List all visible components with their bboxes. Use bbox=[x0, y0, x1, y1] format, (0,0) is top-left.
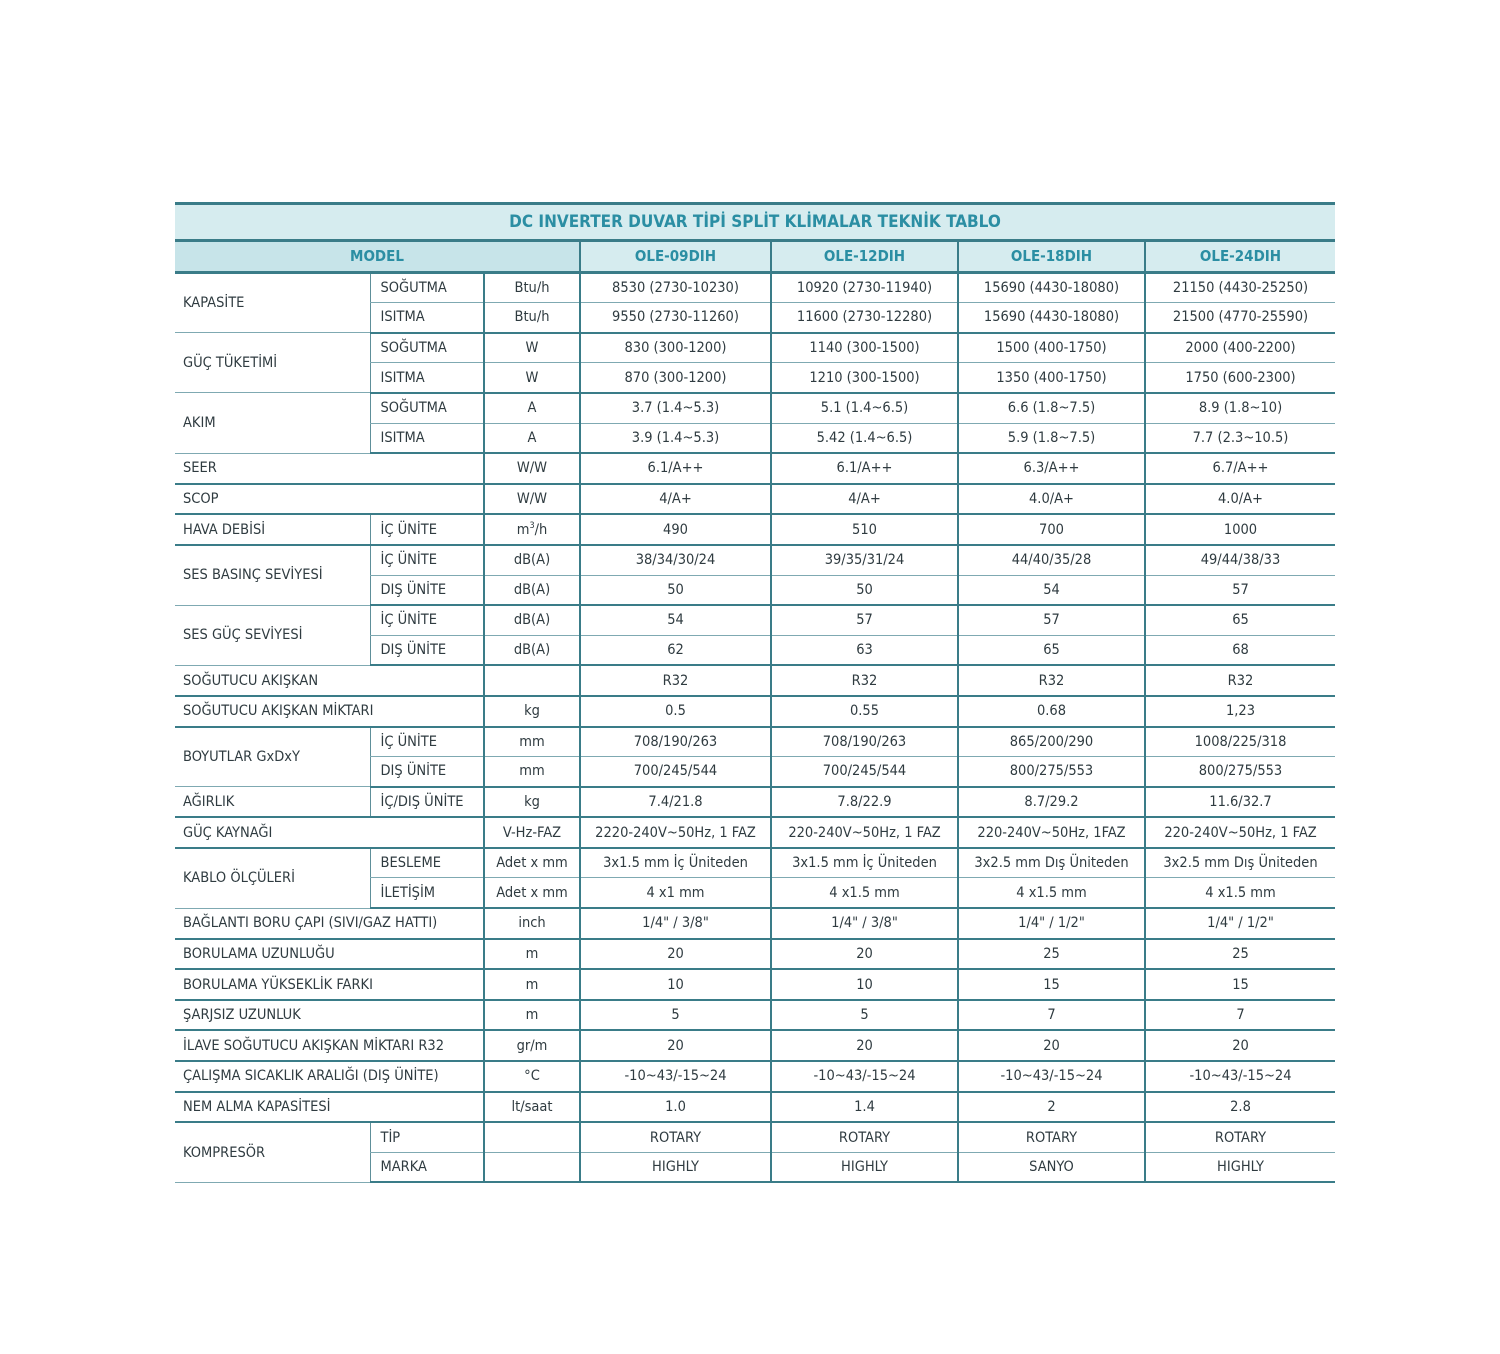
model-name: OLE-18DIH bbox=[958, 241, 1145, 273]
row-unit: dB(A) bbox=[484, 605, 580, 635]
cell-value: 700 bbox=[958, 514, 1145, 545]
row-unit: A bbox=[484, 423, 580, 453]
cell-value: R32 bbox=[771, 665, 958, 696]
table-row bbox=[175, 969, 1335, 1000]
cell-value: 1500 (400-1750) bbox=[958, 333, 1145, 363]
cell-value: 5.42 (1.4~6.5) bbox=[771, 423, 958, 453]
cell-value: 708/190/263 bbox=[771, 727, 958, 757]
row-unit: A bbox=[484, 393, 580, 423]
row-unit: dB(A) bbox=[484, 635, 580, 665]
spec-table bbox=[175, 202, 1335, 1183]
cell-value: ROTARY bbox=[958, 1122, 1145, 1152]
cell-value: 25 bbox=[1145, 939, 1335, 970]
table-row bbox=[175, 393, 1335, 423]
cell-value: 4 x1 mm bbox=[580, 878, 771, 908]
cell-value: 6.6 (1.8~7.5) bbox=[958, 393, 1145, 423]
table-row bbox=[175, 272, 1335, 303]
cell-value: R32 bbox=[580, 665, 771, 696]
row-label: SOĞUTUCU AKIŞKAN bbox=[175, 665, 484, 696]
row-unit: kg bbox=[484, 787, 580, 818]
cell-value: 0.55 bbox=[771, 696, 958, 727]
row-label: BAĞLANTI BORU ÇAPI (SIVI/GAZ HATTI) bbox=[175, 908, 484, 939]
cell-value: 1350 (400-1750) bbox=[958, 363, 1145, 393]
cell-value: 54 bbox=[958, 575, 1145, 605]
row-label: KOMPRESÖR bbox=[175, 1122, 370, 1182]
table-row bbox=[175, 848, 1335, 878]
cell-value: 3x2.5 mm Dış Üniteden bbox=[1145, 848, 1335, 878]
cell-value: 220-240V~50Hz, 1FAZ bbox=[958, 817, 1145, 848]
cell-value: ROTARY bbox=[771, 1122, 958, 1152]
row-sublabel: İÇ ÜNİTE bbox=[370, 514, 484, 545]
cell-value: 65 bbox=[1145, 605, 1335, 635]
cell-value: 2000 (400-2200) bbox=[1145, 333, 1335, 363]
row-unit: W bbox=[484, 363, 580, 393]
model-label: MODEL bbox=[175, 241, 580, 273]
cell-value: 9550 (2730-11260) bbox=[580, 303, 771, 333]
row-sublabel: ISITMA bbox=[370, 303, 484, 333]
cell-value: 15690 (4430-18080) bbox=[958, 303, 1145, 333]
model-header-row bbox=[175, 241, 1335, 273]
row-label: BORULAMA UZUNLUĞU bbox=[175, 939, 484, 970]
row-sublabel: BESLEME bbox=[370, 848, 484, 878]
row-label: ÇALIŞMA SICAKLIK ARALIĞI (DIŞ ÜNİTE) bbox=[175, 1061, 484, 1092]
row-label: AĞIRLIK bbox=[175, 787, 370, 818]
cell-value: 20 bbox=[580, 939, 771, 970]
row-label: BOYUTLAR GxDxY bbox=[175, 727, 370, 787]
row-sublabel: TİP bbox=[370, 1122, 484, 1152]
cell-value: 4/A+ bbox=[580, 484, 771, 515]
row-unit: m bbox=[484, 1000, 580, 1031]
row-label: ŞARJSIZ UZUNLUK bbox=[175, 1000, 484, 1031]
cell-value: 4 x1.5 mm bbox=[958, 878, 1145, 908]
table-row bbox=[175, 1061, 1335, 1092]
row-sublabel: SOĞUTMA bbox=[370, 393, 484, 423]
cell-value: 57 bbox=[958, 605, 1145, 635]
row-unit: dB(A) bbox=[484, 575, 580, 605]
cell-value: 6.1/A++ bbox=[771, 453, 958, 484]
cell-value: 21500 (4770-25590) bbox=[1145, 303, 1335, 333]
cell-value: 21150 (4430-25250) bbox=[1145, 272, 1335, 303]
cell-value: 25 bbox=[958, 939, 1145, 970]
cell-value: 700/245/544 bbox=[580, 757, 771, 787]
row-sublabel: DIŞ ÜNİTE bbox=[370, 757, 484, 787]
row-label: SEER bbox=[175, 453, 484, 484]
cell-value: 4.0/A+ bbox=[1145, 484, 1335, 515]
cell-value: 8.7/29.2 bbox=[958, 787, 1145, 818]
cell-value: 7.4/21.8 bbox=[580, 787, 771, 818]
cell-value: 39/35/31/24 bbox=[771, 545, 958, 575]
row-sublabel: ISITMA bbox=[370, 363, 484, 393]
table-row bbox=[175, 605, 1335, 635]
cell-value: 50 bbox=[580, 575, 771, 605]
cell-value: 20 bbox=[1145, 1030, 1335, 1061]
row-label: KAPASİTE bbox=[175, 272, 370, 333]
cell-value: 10 bbox=[771, 969, 958, 1000]
cell-value: 1000 bbox=[1145, 514, 1335, 545]
cell-value: 15 bbox=[1145, 969, 1335, 1000]
cell-value: 510 bbox=[771, 514, 958, 545]
cell-value: 6.7/A++ bbox=[1145, 453, 1335, 484]
cell-value: 49/44/38/33 bbox=[1145, 545, 1335, 575]
row-sublabel: DIŞ ÜNİTE bbox=[370, 575, 484, 605]
cell-value: 3x1.5 mm İç Üniteden bbox=[771, 848, 958, 878]
cell-value: R32 bbox=[958, 665, 1145, 696]
row-label: AKIM bbox=[175, 393, 370, 453]
cell-value: 7 bbox=[1145, 1000, 1335, 1031]
cell-value: 5 bbox=[580, 1000, 771, 1031]
cell-value: 10920 (2730-11940) bbox=[771, 272, 958, 303]
row-label: SCOP bbox=[175, 484, 484, 515]
cell-value: 11.6/32.7 bbox=[1145, 787, 1335, 818]
row-unit: m bbox=[484, 939, 580, 970]
row-label: SES BASINÇ SEVİYESİ bbox=[175, 545, 370, 605]
cell-value: 6.1/A++ bbox=[580, 453, 771, 484]
cell-value: 57 bbox=[1145, 575, 1335, 605]
row-label: BORULAMA YÜKSEKLİK FARKI bbox=[175, 969, 484, 1000]
table-title: DC INVERTER DUVAR TİPİ SPLİT KLİMALAR TEKNİK TABLO bbox=[175, 204, 1335, 241]
cell-value: 1/4" / 3/8" bbox=[771, 908, 958, 939]
row-unit: mm bbox=[484, 757, 580, 787]
table-row bbox=[175, 1122, 1335, 1152]
cell-value: 1/4" / 1/2" bbox=[1145, 908, 1335, 939]
row-label: KABLO ÖLÇÜLERİ bbox=[175, 848, 370, 908]
cell-value: 1210 (300-1500) bbox=[771, 363, 958, 393]
row-label: GÜÇ KAYNAĞI bbox=[175, 817, 484, 848]
table-row bbox=[175, 787, 1335, 818]
row-unit bbox=[484, 1152, 580, 1182]
cell-value: 20 bbox=[580, 1030, 771, 1061]
table-row bbox=[175, 665, 1335, 696]
cell-value: 8.9 (1.8~10) bbox=[1145, 393, 1335, 423]
cell-value: 1140 (300-1500) bbox=[771, 333, 958, 363]
cell-value: 2220-240V~50Hz, 1 FAZ bbox=[580, 817, 771, 848]
row-unit: gr/m bbox=[484, 1030, 580, 1061]
cell-value: HIGHLY bbox=[771, 1152, 958, 1182]
table-row bbox=[175, 453, 1335, 484]
model-name: OLE-12DIH bbox=[771, 241, 958, 273]
model-name: OLE-09DIH bbox=[580, 241, 771, 273]
cell-value: 11600 (2730-12280) bbox=[771, 303, 958, 333]
row-unit bbox=[484, 1122, 580, 1152]
table-row bbox=[175, 514, 1335, 545]
row-unit: °C bbox=[484, 1061, 580, 1092]
table-row bbox=[175, 1092, 1335, 1123]
cell-value: R32 bbox=[1145, 665, 1335, 696]
cell-value: -10~43/-15~24 bbox=[958, 1061, 1145, 1092]
row-unit: kg bbox=[484, 696, 580, 727]
table-row bbox=[175, 696, 1335, 727]
row-unit bbox=[484, 665, 580, 696]
row-unit: V-Hz-FAZ bbox=[484, 817, 580, 848]
table-row bbox=[175, 817, 1335, 848]
cell-value: 870 (300-1200) bbox=[580, 363, 771, 393]
row-label: GÜÇ TÜKETİMİ bbox=[175, 333, 370, 393]
cell-value: 3.9 (1.4~5.3) bbox=[580, 423, 771, 453]
cell-value: 1/4" / 3/8" bbox=[580, 908, 771, 939]
table-row bbox=[175, 333, 1335, 363]
cell-value: 4.0/A+ bbox=[958, 484, 1145, 515]
cell-value: 1.0 bbox=[580, 1092, 771, 1123]
cell-value: 220-240V~50Hz, 1 FAZ bbox=[771, 817, 958, 848]
row-sublabel: İÇ ÜNİTE bbox=[370, 545, 484, 575]
cell-value: -10~43/-15~24 bbox=[771, 1061, 958, 1092]
cell-value: 57 bbox=[771, 605, 958, 635]
cell-value: 0.5 bbox=[580, 696, 771, 727]
cell-value: 5.9 (1.8~7.5) bbox=[958, 423, 1145, 453]
row-unit: m bbox=[484, 969, 580, 1000]
table-row bbox=[175, 1000, 1335, 1031]
table-row bbox=[175, 908, 1335, 939]
row-unit: Adet x mm bbox=[484, 848, 580, 878]
cell-value: ROTARY bbox=[1145, 1122, 1335, 1152]
row-unit: Adet x mm bbox=[484, 878, 580, 908]
cell-value: 1/4" / 1/2" bbox=[958, 908, 1145, 939]
cell-value: 490 bbox=[580, 514, 771, 545]
cell-value: 44/40/35/28 bbox=[958, 545, 1145, 575]
cell-value: ROTARY bbox=[580, 1122, 771, 1152]
cell-value: 830 (300-1200) bbox=[580, 333, 771, 363]
cell-value: 800/275/553 bbox=[958, 757, 1145, 787]
table-row bbox=[175, 939, 1335, 970]
cell-value: 20 bbox=[958, 1030, 1145, 1061]
cell-value: 3x1.5 mm İç Üniteden bbox=[580, 848, 771, 878]
unit-tail: /h bbox=[534, 521, 548, 538]
cell-value: 5 bbox=[771, 1000, 958, 1031]
cell-value: 700/245/544 bbox=[771, 757, 958, 787]
table-row bbox=[175, 727, 1335, 757]
row-label: HAVA DEBİSİ bbox=[175, 514, 370, 545]
cell-value: 15690 (4430-18080) bbox=[958, 272, 1145, 303]
cell-value: 10 bbox=[580, 969, 771, 1000]
cell-value: 1008/225/318 bbox=[1145, 727, 1335, 757]
cell-value: 8530 (2730-10230) bbox=[580, 272, 771, 303]
cell-value: 68 bbox=[1145, 635, 1335, 665]
cell-value: -10~43/-15~24 bbox=[580, 1061, 771, 1092]
row-sublabel: ISITMA bbox=[370, 423, 484, 453]
row-label: İLAVE SOĞUTUCU AKIŞKAN MİKTARI R32 bbox=[175, 1030, 484, 1061]
row-unit: W/W bbox=[484, 484, 580, 515]
table-row bbox=[175, 1030, 1335, 1061]
cell-value: 20 bbox=[771, 1030, 958, 1061]
row-unit: mm bbox=[484, 727, 580, 757]
row-sublabel: İÇ/DIŞ ÜNİTE bbox=[370, 787, 484, 818]
cell-value: 65 bbox=[958, 635, 1145, 665]
row-label: SOĞUTUCU AKIŞKAN MİKTARI bbox=[175, 696, 484, 727]
cell-value: 15 bbox=[958, 969, 1145, 1000]
table-row bbox=[175, 545, 1335, 575]
table-row bbox=[175, 484, 1335, 515]
row-sublabel: İLETİŞİM bbox=[370, 878, 484, 908]
row-unit bbox=[484, 514, 580, 545]
cell-value: 6.3/A++ bbox=[958, 453, 1145, 484]
cell-value: 3x2.5 mm Dış Üniteden bbox=[958, 848, 1145, 878]
cell-value: 20 bbox=[771, 939, 958, 970]
row-sublabel: İÇ ÜNİTE bbox=[370, 727, 484, 757]
cell-value: -10~43/-15~24 bbox=[1145, 1061, 1335, 1092]
cell-value: 7 bbox=[958, 1000, 1145, 1031]
row-unit: Btu/h bbox=[484, 272, 580, 303]
cell-value: 50 bbox=[771, 575, 958, 605]
cell-value: 1,23 bbox=[1145, 696, 1335, 727]
cell-value: 3.7 (1.4~5.3) bbox=[580, 393, 771, 423]
cell-value: 4 x1.5 mm bbox=[1145, 878, 1335, 908]
row-sublabel: DIŞ ÜNİTE bbox=[370, 635, 484, 665]
model-name: OLE-24DIH bbox=[1145, 241, 1335, 273]
cell-value: 5.1 (1.4~6.5) bbox=[771, 393, 958, 423]
cell-value: 63 bbox=[771, 635, 958, 665]
row-unit: lt/saat bbox=[484, 1092, 580, 1123]
row-sublabel: SOĞUTMA bbox=[370, 333, 484, 363]
row-unit: Btu/h bbox=[484, 303, 580, 333]
cell-value: 865/200/290 bbox=[958, 727, 1145, 757]
cell-value: 0.68 bbox=[958, 696, 1145, 727]
cell-value: HIGHLY bbox=[580, 1152, 771, 1182]
cell-value: 2 bbox=[958, 1092, 1145, 1123]
cell-value: 62 bbox=[580, 635, 771, 665]
cell-value: 7.8/22.9 bbox=[771, 787, 958, 818]
row-unit: W bbox=[484, 333, 580, 363]
cell-value: 4/A+ bbox=[771, 484, 958, 515]
cell-value: 4 x1.5 mm bbox=[771, 878, 958, 908]
unit-superscript: 3 bbox=[529, 520, 535, 531]
cell-value: 38/34/30/24 bbox=[580, 545, 771, 575]
cell-value: 1.4 bbox=[771, 1092, 958, 1123]
cell-value: HIGHLY bbox=[1145, 1152, 1335, 1182]
row-label: SES GÜÇ SEVİYESİ bbox=[175, 605, 370, 665]
row-sublabel: SOĞUTMA bbox=[370, 272, 484, 303]
row-unit: inch bbox=[484, 908, 580, 939]
row-unit: dB(A) bbox=[484, 545, 580, 575]
row-sublabel: İÇ ÜNİTE bbox=[370, 605, 484, 635]
cell-value: 2.8 bbox=[1145, 1092, 1335, 1123]
cell-value: 1750 (600-2300) bbox=[1145, 363, 1335, 393]
cell-value: 800/275/553 bbox=[1145, 757, 1335, 787]
cell-value: 7.7 (2.3~10.5) bbox=[1145, 423, 1335, 453]
unit-base: m bbox=[516, 521, 530, 538]
cell-value: SANYO bbox=[958, 1152, 1145, 1182]
row-sublabel: MARKA bbox=[370, 1152, 484, 1182]
cell-value: 708/190/263 bbox=[580, 727, 771, 757]
cell-value: 220-240V~50Hz, 1 FAZ bbox=[1145, 817, 1335, 848]
row-label: NEM ALMA KAPASİTESİ bbox=[175, 1092, 484, 1123]
title-row bbox=[175, 204, 1335, 241]
row-unit: W/W bbox=[484, 453, 580, 484]
cell-value: 54 bbox=[580, 605, 771, 635]
